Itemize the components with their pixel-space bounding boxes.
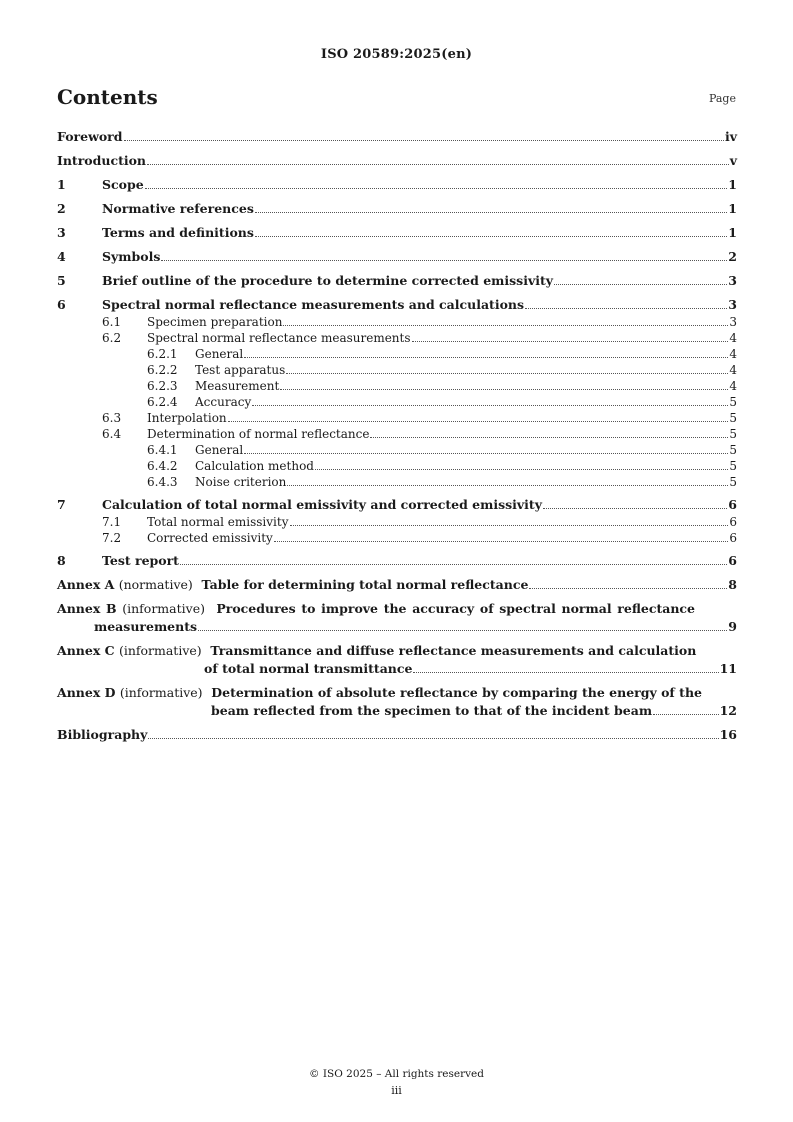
dot-leader	[412, 341, 729, 342]
toc-title: Symbols	[102, 249, 161, 264]
toc-title: Specimen preparation	[147, 315, 283, 329]
annex-label: Annex A	[57, 577, 115, 592]
annex-title-line-2	[57, 660, 737, 678]
toc-entry[interactable]	[57, 552, 737, 570]
toc-page-number: 5	[729, 411, 737, 425]
dot-leader	[147, 164, 729, 165]
dot-leader	[283, 325, 728, 326]
dot-leader	[198, 630, 727, 631]
toc-entry[interactable]	[57, 346, 737, 362]
annex-type: (normative)	[118, 577, 193, 592]
toc-entry[interactable]	[57, 474, 737, 490]
toc-page-number: 9	[728, 619, 737, 634]
toc-entry-annex-c[interactable]	[57, 642, 737, 678]
dot-leader	[287, 485, 728, 486]
dot-leader	[244, 357, 728, 358]
toc-section-number: 6.2	[102, 331, 122, 345]
annex-label: Annex D	[57, 685, 116, 700]
toc-title: Spectral normal reflectance measurements	[147, 331, 411, 345]
dot-leader	[145, 188, 728, 189]
dot-leader	[286, 373, 728, 374]
dot-leader	[290, 525, 729, 526]
toc-entry[interactable]	[57, 272, 737, 290]
toc-title: Calculation of total normal emissivity and corrected emissivity	[102, 497, 542, 512]
toc-title: Corrected emissivity	[147, 531, 273, 545]
toc-page-number: 4	[729, 379, 737, 393]
toc-section-number: 6.2.1	[147, 347, 178, 361]
toc-title: Test report	[102, 553, 179, 568]
toc-title: Interpolation	[147, 411, 227, 425]
toc-entry[interactable]	[57, 496, 737, 514]
toc-entry-annex-b[interactable]	[57, 600, 737, 636]
toc-title: Scope	[102, 177, 144, 192]
annex-title-line-2	[57, 702, 737, 720]
toc-page-number: 1	[728, 225, 737, 240]
toc-entry[interactable]	[57, 176, 737, 194]
dot-leader	[525, 308, 727, 309]
contents-heading: Contents	[57, 85, 158, 109]
toc-section-number: 7.1	[102, 515, 122, 529]
annex-title-continued: of total normal transmittance	[204, 661, 413, 676]
toc-title: Brief outline of the procedure to determine corrected emissivity	[102, 273, 553, 288]
dot-leader	[228, 421, 729, 422]
toc-entry[interactable]	[57, 442, 737, 458]
toc-entry-annex-d[interactable]	[57, 684, 737, 720]
toc-title: General	[195, 347, 244, 361]
toc-entry-annex-a[interactable]	[57, 576, 737, 594]
toc-title: Terms and definitions	[102, 225, 254, 240]
toc-page-number: 8	[728, 577, 737, 592]
toc-title: Measurement	[195, 379, 280, 393]
toc-entry[interactable]	[57, 362, 737, 378]
toc-section-number: 6.4.1	[147, 443, 178, 457]
toc-section-number: 6.2.4	[147, 395, 178, 409]
toc-section-number: 6.4.2	[147, 459, 178, 473]
toc-entry[interactable]	[57, 530, 737, 546]
document-id-header: ISO 20589:2025(en)	[320, 47, 473, 62]
dot-leader	[529, 588, 727, 589]
toc-page-number: 5	[729, 459, 737, 473]
toc-title: Accuracy	[195, 395, 252, 409]
toc-page-number: 5	[729, 475, 737, 489]
toc-entry[interactable]	[57, 296, 737, 314]
toc-page-number: 3	[728, 273, 737, 288]
dot-leader	[255, 236, 727, 237]
toc-entry[interactable]	[57, 330, 737, 346]
toc-section-number: 6.2.2	[147, 363, 178, 377]
annex-title-line-2	[57, 618, 737, 636]
toc-title: Bibliography	[57, 727, 148, 742]
toc-entry[interactable]	[57, 128, 737, 146]
footer-copyright: © ISO 2025 – All rights reserved	[309, 1068, 484, 1080]
annex-type: (informative)	[118, 643, 202, 658]
toc-section-number: 7.2	[102, 531, 122, 545]
annex-title-line-1	[57, 684, 737, 702]
toc-entry[interactable]	[57, 378, 737, 394]
dot-leader	[315, 469, 728, 470]
toc-page-number: 2	[728, 249, 737, 264]
toc-entry[interactable]	[57, 224, 737, 242]
annex-title: Table for determining total normal reflectance	[201, 577, 529, 592]
dot-leader	[180, 564, 727, 565]
annex-type: (informative)	[119, 685, 203, 700]
toc-entry[interactable]	[57, 458, 737, 474]
toc-entry[interactable]	[57, 410, 737, 426]
toc-section-number: 6	[57, 297, 66, 312]
dot-leader	[280, 389, 728, 390]
annex-title: Transmittance and diffuse reflectance measurements and calculation	[210, 643, 697, 658]
toc-entry[interactable]	[57, 426, 737, 442]
toc-section-number: 6.3	[102, 411, 122, 425]
toc-entry[interactable]	[57, 514, 737, 530]
dot-leader	[252, 405, 728, 406]
toc-section-number: 6.2.3	[147, 379, 178, 393]
dot-leader	[274, 541, 729, 542]
toc-entries	[57, 128, 737, 570]
toc-page-number: 12	[719, 703, 737, 718]
toc-title: Calculation method	[195, 459, 314, 473]
dot-leader	[244, 453, 728, 454]
toc-page-number: 1	[728, 177, 737, 192]
dot-leader	[161, 260, 727, 261]
toc-title: Foreword	[57, 129, 123, 144]
dot-leader	[413, 672, 718, 673]
toc-entry[interactable]	[57, 314, 737, 330]
toc-entry[interactable]	[57, 248, 737, 266]
toc-title: Total normal emissivity	[147, 515, 289, 529]
toc-entry-bibliography[interactable]	[57, 726, 737, 744]
toc-section-number: 6.4.3	[147, 475, 178, 489]
annex-type: (informative)	[122, 601, 205, 616]
toc-entry[interactable]	[57, 152, 737, 170]
toc-title: Introduction	[57, 153, 147, 168]
toc-page-number: 6	[729, 515, 737, 529]
dot-leader	[148, 738, 718, 739]
dot-leader	[255, 212, 727, 213]
dot-leader	[124, 140, 724, 141]
toc-page-number: 5	[729, 395, 737, 409]
toc-section-number: 5	[57, 273, 66, 288]
annex-title-line-1	[57, 600, 737, 618]
toc-page-number: 6	[728, 497, 737, 512]
toc-page-number: 6	[728, 553, 737, 568]
toc-section-number: 3	[57, 225, 66, 240]
toc-page-number: v	[729, 153, 737, 168]
toc-section-number: 8	[57, 553, 66, 568]
toc-title: Spectral normal reflectance measurements and calculations	[102, 297, 525, 312]
toc-section-number: 2	[57, 201, 66, 216]
annex-title: Procedures to improve the accuracy of spectral normal reflectance	[216, 601, 695, 616]
annex-title-continued: beam reflected from the specimen to that of the incident beam	[211, 703, 653, 718]
toc-title: Determination of normal reflectance	[147, 427, 370, 441]
toc-page-number: 5	[729, 427, 737, 441]
toc-title: General	[195, 443, 244, 457]
toc-section-number: 4	[57, 249, 66, 264]
annex-title: Determination of absolute reflectance by comparing the energy of the	[211, 685, 702, 700]
page-column-label: Page	[708, 92, 736, 105]
toc-page-number: 4	[729, 363, 737, 377]
dot-leader	[554, 284, 727, 285]
toc-section-number: 6.1	[102, 315, 122, 329]
toc-page-number: 4	[729, 331, 737, 345]
annex-label: Annex C	[57, 643, 115, 658]
toc-page-number: 11	[719, 661, 737, 676]
toc-section-number: 6.4	[102, 427, 122, 441]
toc-section-number: 1	[57, 177, 66, 192]
toc-page-number: 1	[728, 201, 737, 216]
toc-page-number: 4	[729, 347, 737, 361]
toc-title: Noise criterion	[195, 475, 287, 489]
footer-page-number: iii	[391, 1084, 402, 1097]
toc-page-number: 6	[729, 531, 737, 545]
toc-page-number: 3	[728, 297, 737, 312]
dot-leader	[370, 437, 728, 438]
toc-section-number: 7	[57, 497, 66, 512]
toc-entry[interactable]	[57, 394, 737, 410]
toc-page-number: 3	[729, 315, 737, 329]
table-of-contents	[57, 128, 737, 744]
toc-page-number: 5	[729, 443, 737, 457]
toc-entry[interactable]	[57, 200, 737, 218]
annex-title-line-1	[57, 642, 737, 660]
annex-label: Annex B	[57, 601, 117, 616]
toc-page-number: iv	[724, 129, 737, 144]
dot-leader	[543, 508, 727, 509]
dot-leader	[653, 714, 719, 715]
toc-title: Test apparatus	[195, 363, 286, 377]
annex-title-continued: measurements	[94, 619, 198, 634]
toc-title: Normative references	[102, 201, 254, 216]
toc-page-number: 16	[719, 727, 737, 742]
